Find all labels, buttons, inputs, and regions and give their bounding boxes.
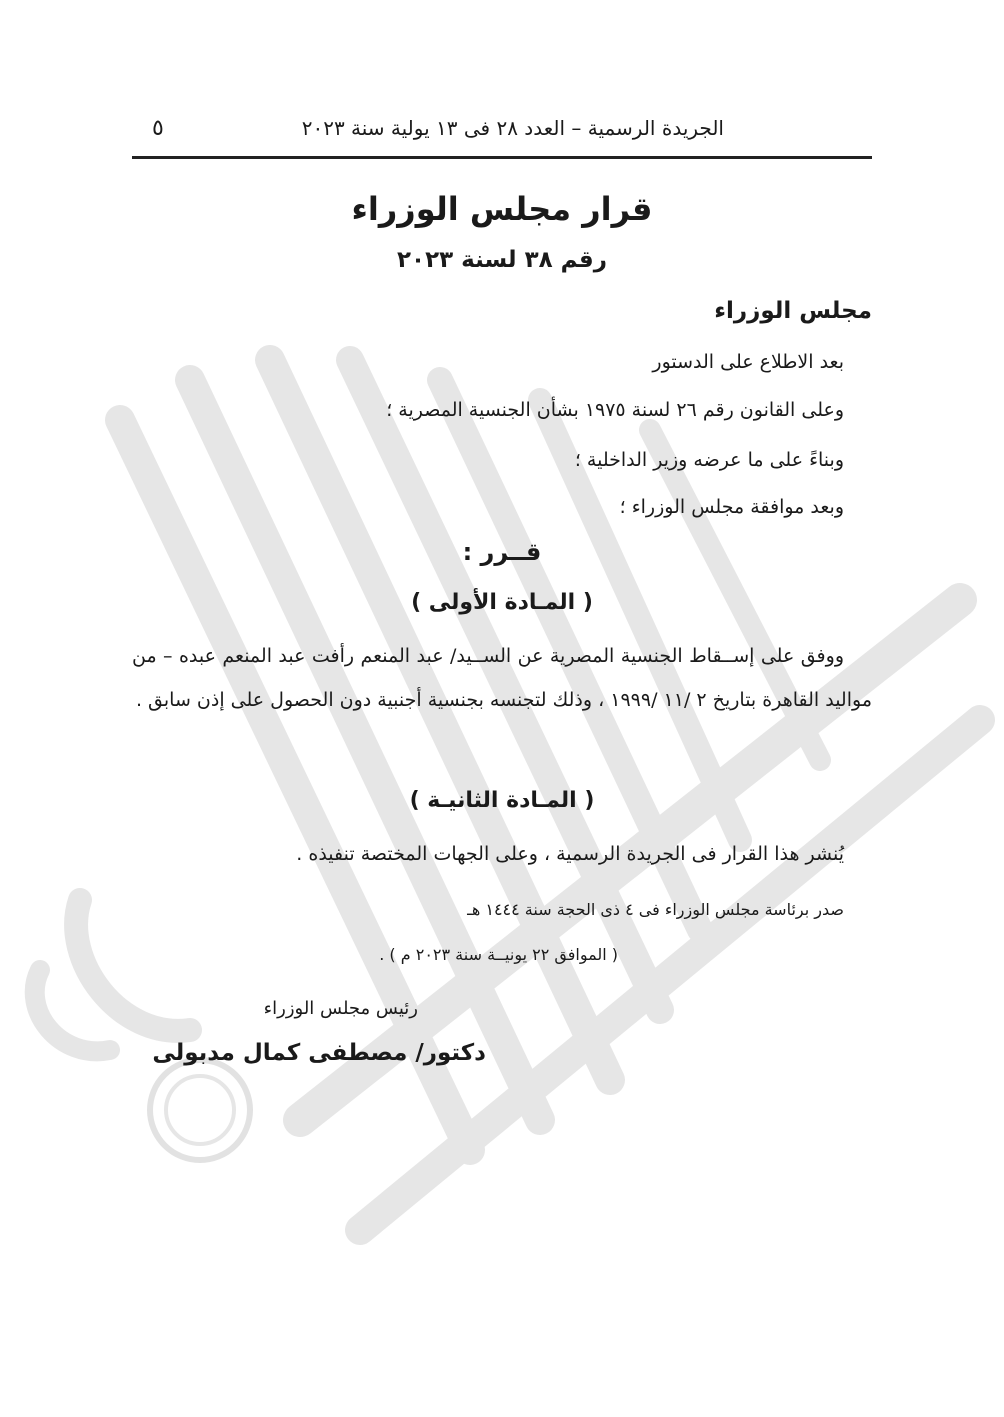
decided-label: قــرر :: [462, 538, 542, 566]
decree-number: رقم ٣٨ لسنة ٢٠٢٣: [397, 247, 607, 273]
article-2-heading: ( المـادة الثانيـة ): [409, 788, 595, 813]
article-1-body: ووفق على إســقاط الجنسية المصرية عن الســيد/ عبد المنعم رأفت عبد المنعم عبده – من مواليد القاهرة بتاريخ ٢ /١١ /١٩٩٩ ، وذلك لتجنسه بجنسية أجنبية دون الحصول على إذن سابق .: [132, 645, 872, 711]
signatory-name: دكتور/ مصطفى كمال مدبولى: [152, 1040, 486, 1066]
preamble-line: وبعد موافقة مجلس الوزراء ؛: [619, 496, 844, 518]
preamble-line: وعلى القانون رقم ٢٦ لسنة ١٩٧٥ بشأن الجنسية المصرية ؛: [386, 399, 844, 421]
issuing-authority: مجلس الوزراء: [714, 298, 872, 324]
issued-hijri-date: صدر برئاسة مجلس الوزراء فى ٤ ذى الحجة سنة ١٤٤٤ هـ: [467, 900, 844, 919]
preamble-line: وبناءً على ما عرضه وزير الداخلية ؛: [574, 449, 844, 471]
issued-gregorian-date: ( الموافق ٢٢ يونيــة سنة ٢٠٢٣ م ) .: [379, 945, 618, 964]
article-2-body: يُنشر هذا القرار فى الجريدة الرسمية ، وعلى الجهات المختصة تنفيذه .: [296, 843, 844, 865]
article-1-heading: ( المـادة الأولى ): [411, 590, 593, 615]
signatory-title: رئيس مجلس الوزراء: [263, 998, 418, 1019]
header-divider: [132, 156, 872, 159]
page-number: ٥: [152, 116, 164, 141]
decree-title: قرار مجلس الوزراء: [351, 190, 653, 228]
gazette-header-title: الجريدة الرسمية – العدد ٢٨ فى ١٣ يولية سنة ٢٠٢٣: [301, 116, 724, 140]
preamble-line: بعد الاطلاع على الدستور: [652, 351, 844, 373]
